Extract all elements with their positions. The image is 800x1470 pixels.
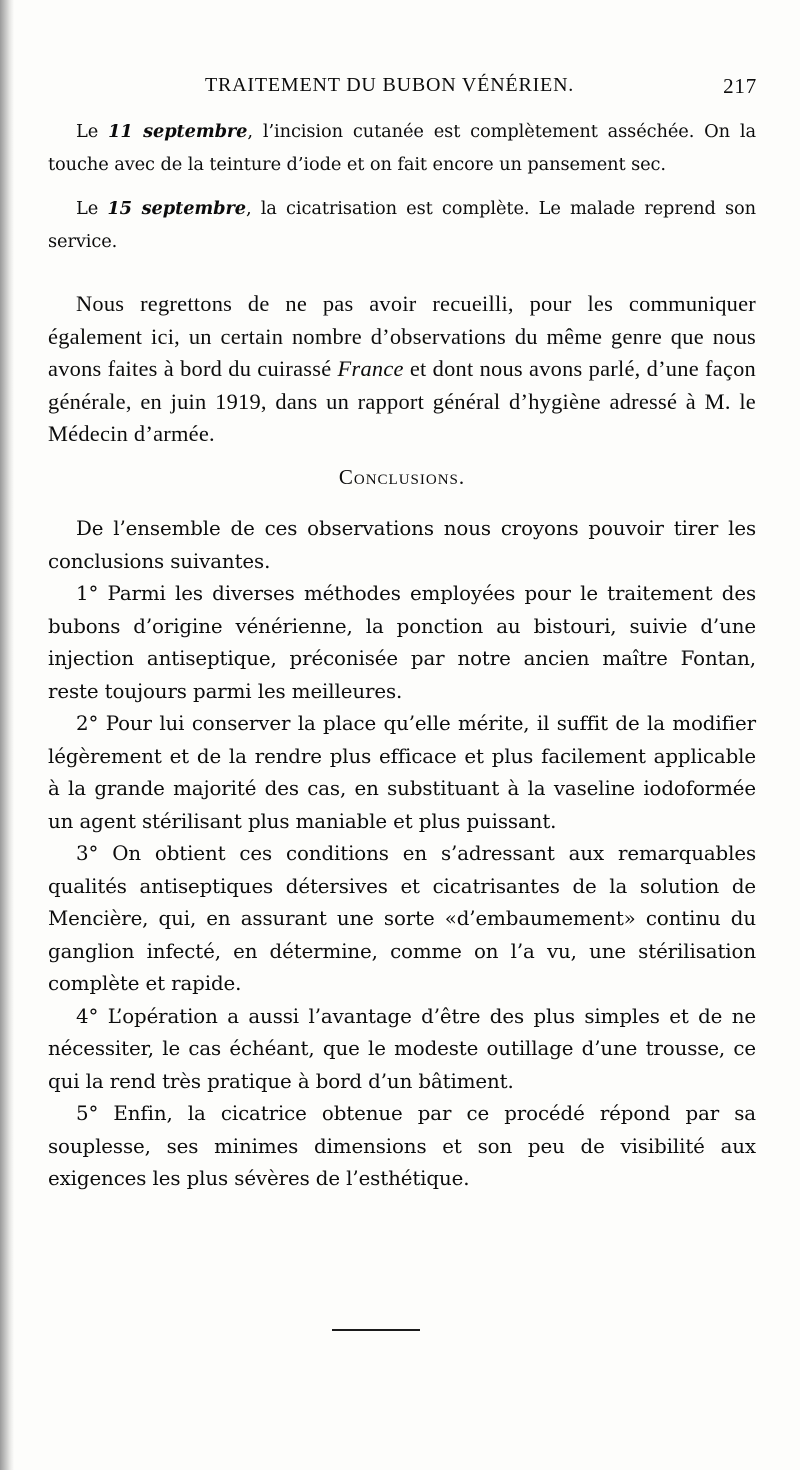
paragraph-lead: Le	[76, 198, 108, 219]
ship-name: France	[337, 356, 404, 381]
paragraph-rest: , la cicatrisation est complète. Le malade reprend son service.	[48, 198, 756, 252]
paragraph-11-septembre	[48, 116, 756, 181]
page-body	[48, 116, 756, 1196]
conclusions-section	[48, 513, 756, 1196]
paragraph-observations	[48, 288, 756, 451]
paragraph-15-septembre	[48, 193, 756, 258]
page-number: 217	[723, 74, 757, 98]
section-heading-conclusions: Conclusions.	[338, 464, 466, 489]
date-11-septembre: 11 septembre	[108, 121, 248, 142]
running-title: TRAITEMENT DU BUBON VÉNÉRIEN.	[205, 74, 575, 96]
binding-shadow	[0, 0, 14, 1470]
conclusion-item-2: 2° Pour lui conserver la place qu’elle mérite, il suffit de la modifier légèrement et de la rendre plus efficace et plus facilement applicable à la grande majorité des cas, en substituant à la vaseline iodoformée un agent stérilisant plus maniable et plus puissant.	[48, 712, 756, 833]
paragraph-rest: , l’incision cutanée est complètement asséchée. On la touche avec de la teinture d’iode et on fait encore un pansement sec.	[48, 121, 757, 175]
date-15-septembre: 15 septembre	[107, 198, 246, 219]
conclusion-item-4: 4° L’opération a aussi l’avantage d’être des plus simples et de ne nécessiter, le cas échéant, que le modeste outillage d’une trousse, ce qui la rend très pratique à bord d’un bâtiment.	[48, 1004, 756, 1093]
paragraph-part2: et dont nous avons parlé, d’une façon générale, en juin 1919, dans un rapport général d’hygiène adressé à M. le Médecin d’armée.	[48, 356, 756, 446]
conclusions-intro: De l’ensemble de ces observations nous croyons pouvoir tirer les conclusions suivantes.	[48, 517, 756, 573]
paragraph-part1: Nous regrettons de ne pas avoir recueilli, pour les communiquer également ici, un certain nombre d’observations du même genre que nous avons faites à bord du cuirassé	[48, 291, 756, 381]
conclusion-item-5: 5° Enfin, la cicatrice obtenue par ce procédé répond par sa souplesse, ses minimes dimensions et son peu de visibilité aux exigences les plus sévères de l’esthétique.	[48, 1102, 756, 1190]
running-header	[205, 74, 757, 104]
conclusion-item-1: 1° Parmi les diverses méthodes employées pour le traitement des bubons d’origine vénérienne, la ponction au bistouri, suivie d’une injection antiseptique, préconisée par notre ancien maître Fontan, reste toujours parmi les meilleures.	[48, 582, 756, 703]
end-of-section-rule	[332, 1329, 420, 1331]
conclusion-item-3: 3° On obtient ces conditions en s’adressant aux remarquables qualités antiseptiques détersives et cicatrisantes de la solution de Mencière, qui, en assurant une sorte «d’embaumement» continu du ganglion infecté, en détermine, comme on l’a vu, une stérilisation complète et rapide.	[48, 842, 756, 995]
paragraph-lead: Le	[76, 121, 109, 142]
